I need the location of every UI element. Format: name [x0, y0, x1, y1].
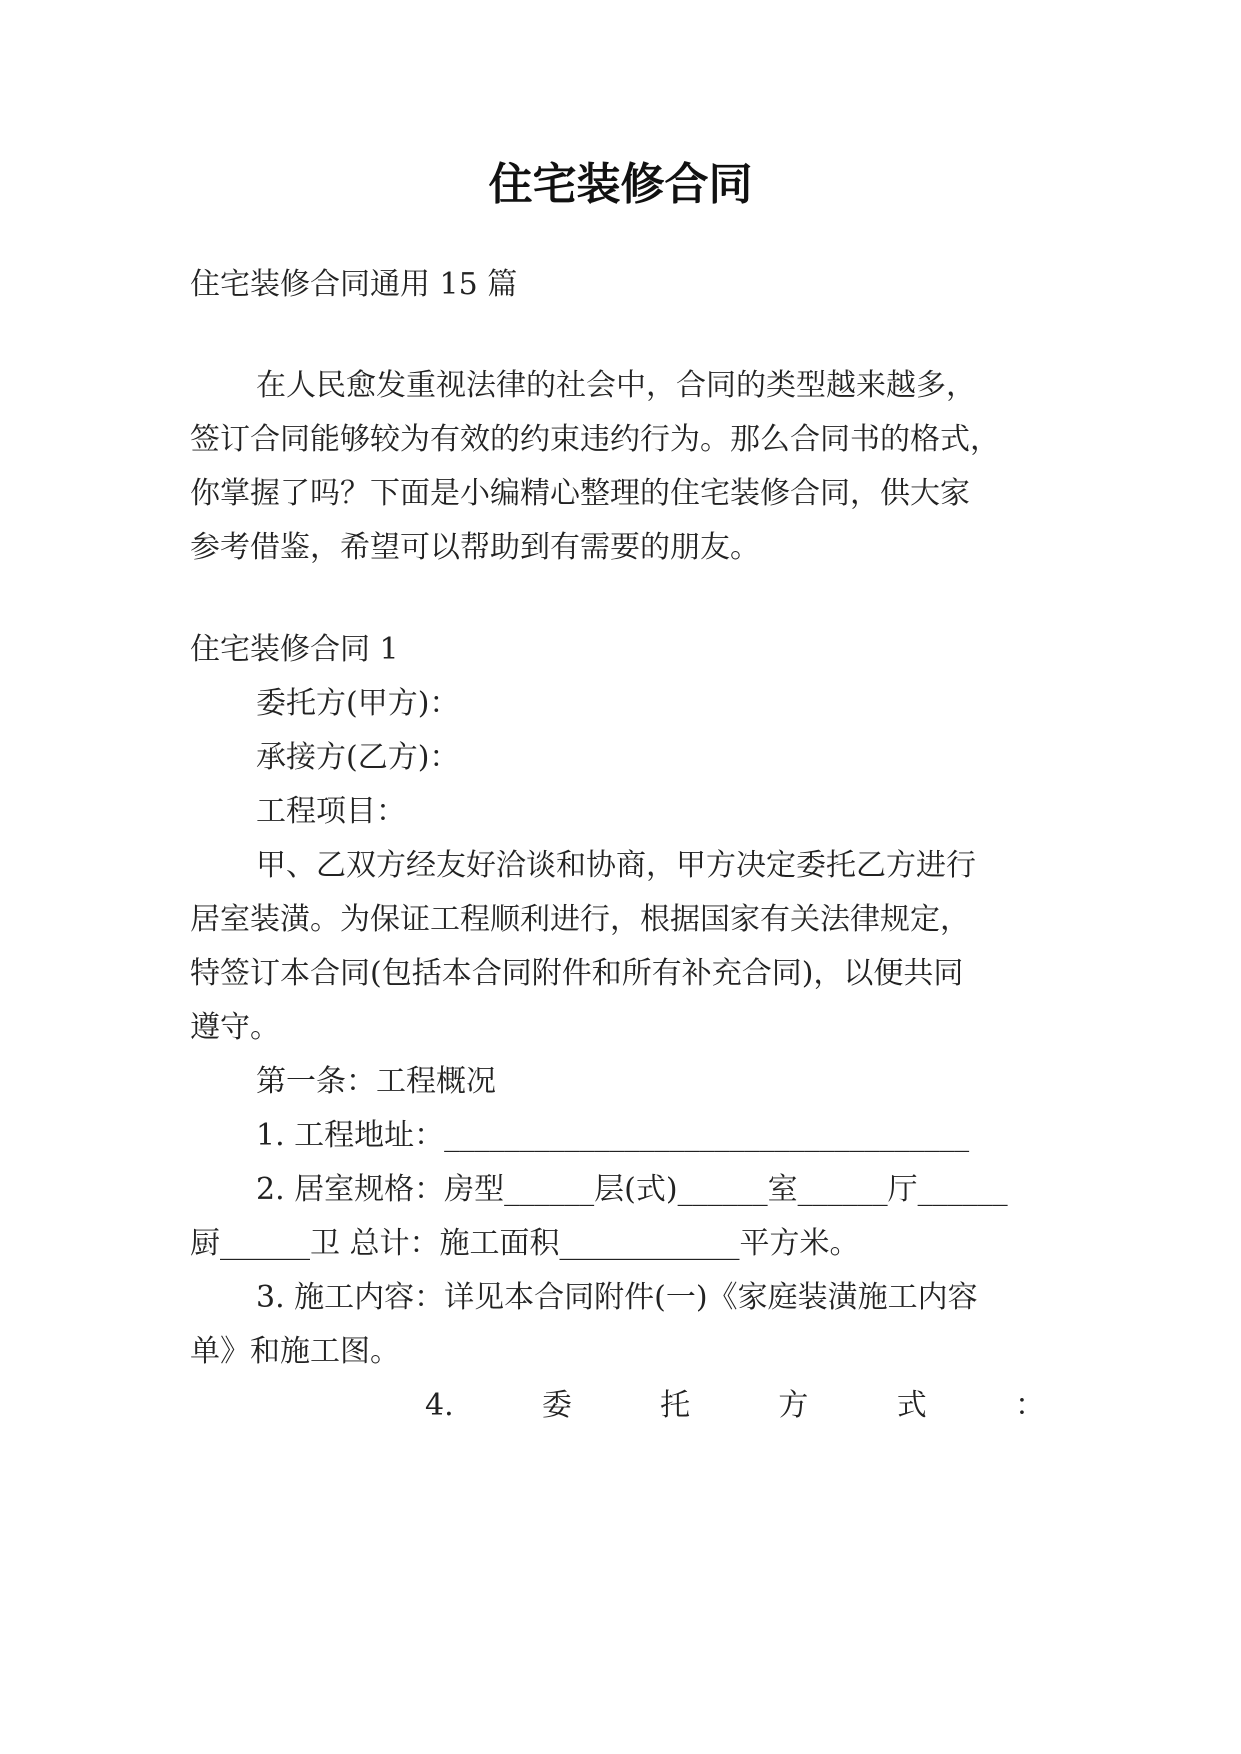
preamble-line: 甲、乙双方经友好洽谈和协商，甲方决定委托乙方进行	[256, 848, 976, 883]
document-title: 住宅装修合同	[488, 159, 753, 210]
intro-line: 你掌握了吗？下面是小编精心整理的住宅装修合同，供大家	[190, 476, 970, 511]
preamble-line: 遵守。	[190, 1010, 280, 1045]
project-line: 工程项目：	[256, 794, 406, 829]
document-subtitle: 住宅装修合同通用 15 篇	[190, 267, 518, 302]
intro-line: 签订合同能够较为有效的约束违约行为。那么合同书的格式，	[190, 422, 1000, 457]
item-char: 式	[896, 1388, 927, 1423]
preamble-line: 居室装潢。为保证工程顺利进行，根据国家有关法律规定，	[190, 902, 970, 937]
article-heading: 第一条：工程概况	[256, 1064, 496, 1099]
preamble-line: 特签订本合同(包括本合同附件和所有补充合同)，以便共同	[190, 956, 964, 991]
item-char: 托	[660, 1388, 691, 1423]
party-b-line: 承接方(乙方)：	[256, 740, 460, 775]
item-colon: ：	[1014, 1388, 1045, 1423]
item-commission-method	[425, 1386, 1045, 1426]
item-construction-content-cont: 单》和施工图。	[190, 1334, 400, 1369]
item-room-spec: 2. 居室规格：房型______层(式)______室______厅______	[256, 1172, 1008, 1207]
item-char: 方	[778, 1388, 809, 1423]
item-number: 4.	[425, 1388, 454, 1423]
item-address: 1. 工程地址：___________________________________	[256, 1118, 970, 1153]
party-a-line: 委托方(甲方)：	[256, 686, 460, 721]
item-construction-content: 3. 施工内容：详见本合同附件(一)《家庭装潢施工内容	[256, 1280, 978, 1315]
intro-line: 参考借鉴，希望可以帮助到有需要的朋友。	[190, 530, 760, 565]
item-room-spec-cont: 厨______卫 总计：施工面积____________平方米。	[190, 1226, 860, 1261]
item-char: 委	[541, 1388, 572, 1423]
intro-line: 在人民愈发重视法律的社会中，合同的类型越来越多，	[256, 368, 976, 403]
section-heading: 住宅装修合同 1	[190, 632, 399, 667]
